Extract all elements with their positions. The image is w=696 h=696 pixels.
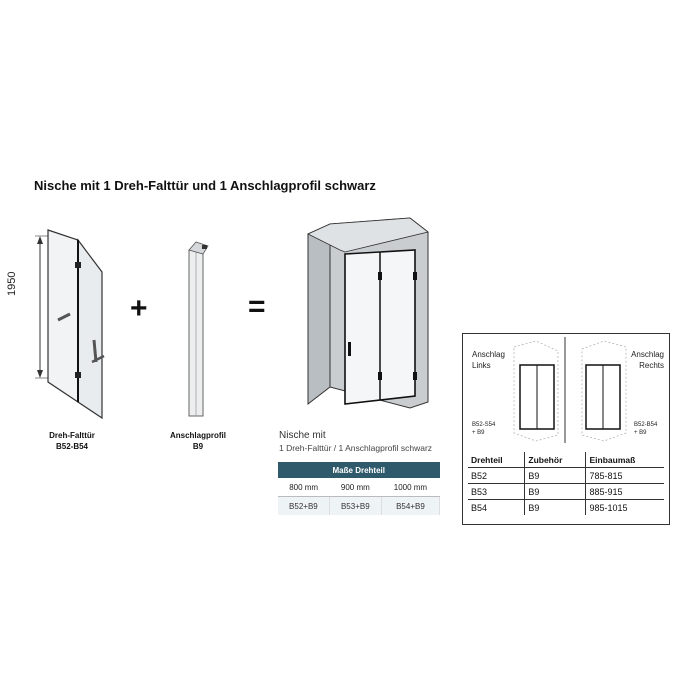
right-code bbox=[634, 421, 657, 437]
installation-table bbox=[468, 452, 664, 515]
value-cell: B53+B9 bbox=[329, 497, 381, 516]
size-cell: 1000 mm bbox=[381, 478, 439, 497]
left-hinge-label-line1: Anschlag bbox=[472, 350, 505, 359]
equals-symbol: = bbox=[248, 290, 264, 323]
plus-symbol: + bbox=[130, 292, 148, 325]
table-cell: B53 bbox=[468, 484, 525, 500]
table-row bbox=[468, 500, 664, 516]
size-cell: 900 mm bbox=[329, 478, 381, 497]
door-caption-line1: Dreh-Falttür bbox=[49, 431, 95, 440]
size-table bbox=[278, 462, 440, 515]
table-cell: B9 bbox=[525, 484, 586, 500]
page-title: Nische mit 1 Dreh-Falttür und 1 Anschlagprofil schwarz bbox=[34, 178, 376, 193]
left-code bbox=[472, 421, 495, 437]
left-hinge-label bbox=[472, 349, 505, 371]
right-hinge-label-line2: Rechts bbox=[639, 361, 664, 370]
table-header: Drehteil bbox=[468, 452, 525, 468]
table-row bbox=[468, 484, 664, 500]
niche-caption-line2: 1 Dreh-Falttür / 1 Anschlagprofil schwarz bbox=[279, 443, 433, 453]
left-hinge-label-line2: Links bbox=[472, 361, 491, 370]
profile-caption-line2: B9 bbox=[192, 442, 204, 451]
door-caption bbox=[32, 430, 112, 452]
height-dimension-label: 1950 bbox=[6, 271, 18, 296]
table-cell: B54 bbox=[468, 500, 525, 516]
right-hinge-label bbox=[610, 349, 664, 371]
value-cell: B52+B9 bbox=[278, 497, 329, 516]
profile-caption-line1: Anschlagprofil bbox=[169, 431, 226, 440]
table-header: Einbaumaß bbox=[589, 454, 636, 465]
value-cell: B54+B9 bbox=[381, 497, 439, 516]
size-cell: 800 mm bbox=[278, 478, 329, 497]
size-table-header: Maße Drehteil bbox=[278, 462, 440, 478]
table-cell: B9 bbox=[525, 500, 586, 516]
right-code-line2: + B9 bbox=[634, 430, 647, 436]
table-cell: 885-915 bbox=[586, 484, 664, 500]
table-cell: 985-1015 bbox=[586, 500, 664, 516]
niche-drawing bbox=[300, 212, 440, 428]
door-caption-line2: B52-B54 bbox=[55, 442, 88, 451]
table-cell: B52 bbox=[468, 468, 525, 484]
table-cell: 785-815 bbox=[586, 468, 664, 484]
left-code-line2: + B9 bbox=[472, 430, 485, 436]
profile-drawing bbox=[180, 240, 220, 420]
right-hinge-label-line1: Anschlag bbox=[631, 350, 664, 359]
folding-door-drawing bbox=[18, 222, 118, 422]
table-row bbox=[468, 468, 664, 484]
niche-caption-line1: Nische mit bbox=[279, 430, 326, 441]
left-code-line1: B52-S54 bbox=[472, 422, 496, 428]
profile-caption bbox=[158, 430, 238, 452]
right-code-line1: B52-B54 bbox=[634, 422, 658, 428]
niche-caption bbox=[279, 430, 449, 454]
table-cell: B9 bbox=[525, 468, 586, 484]
table-header: Zubehör bbox=[525, 452, 586, 468]
